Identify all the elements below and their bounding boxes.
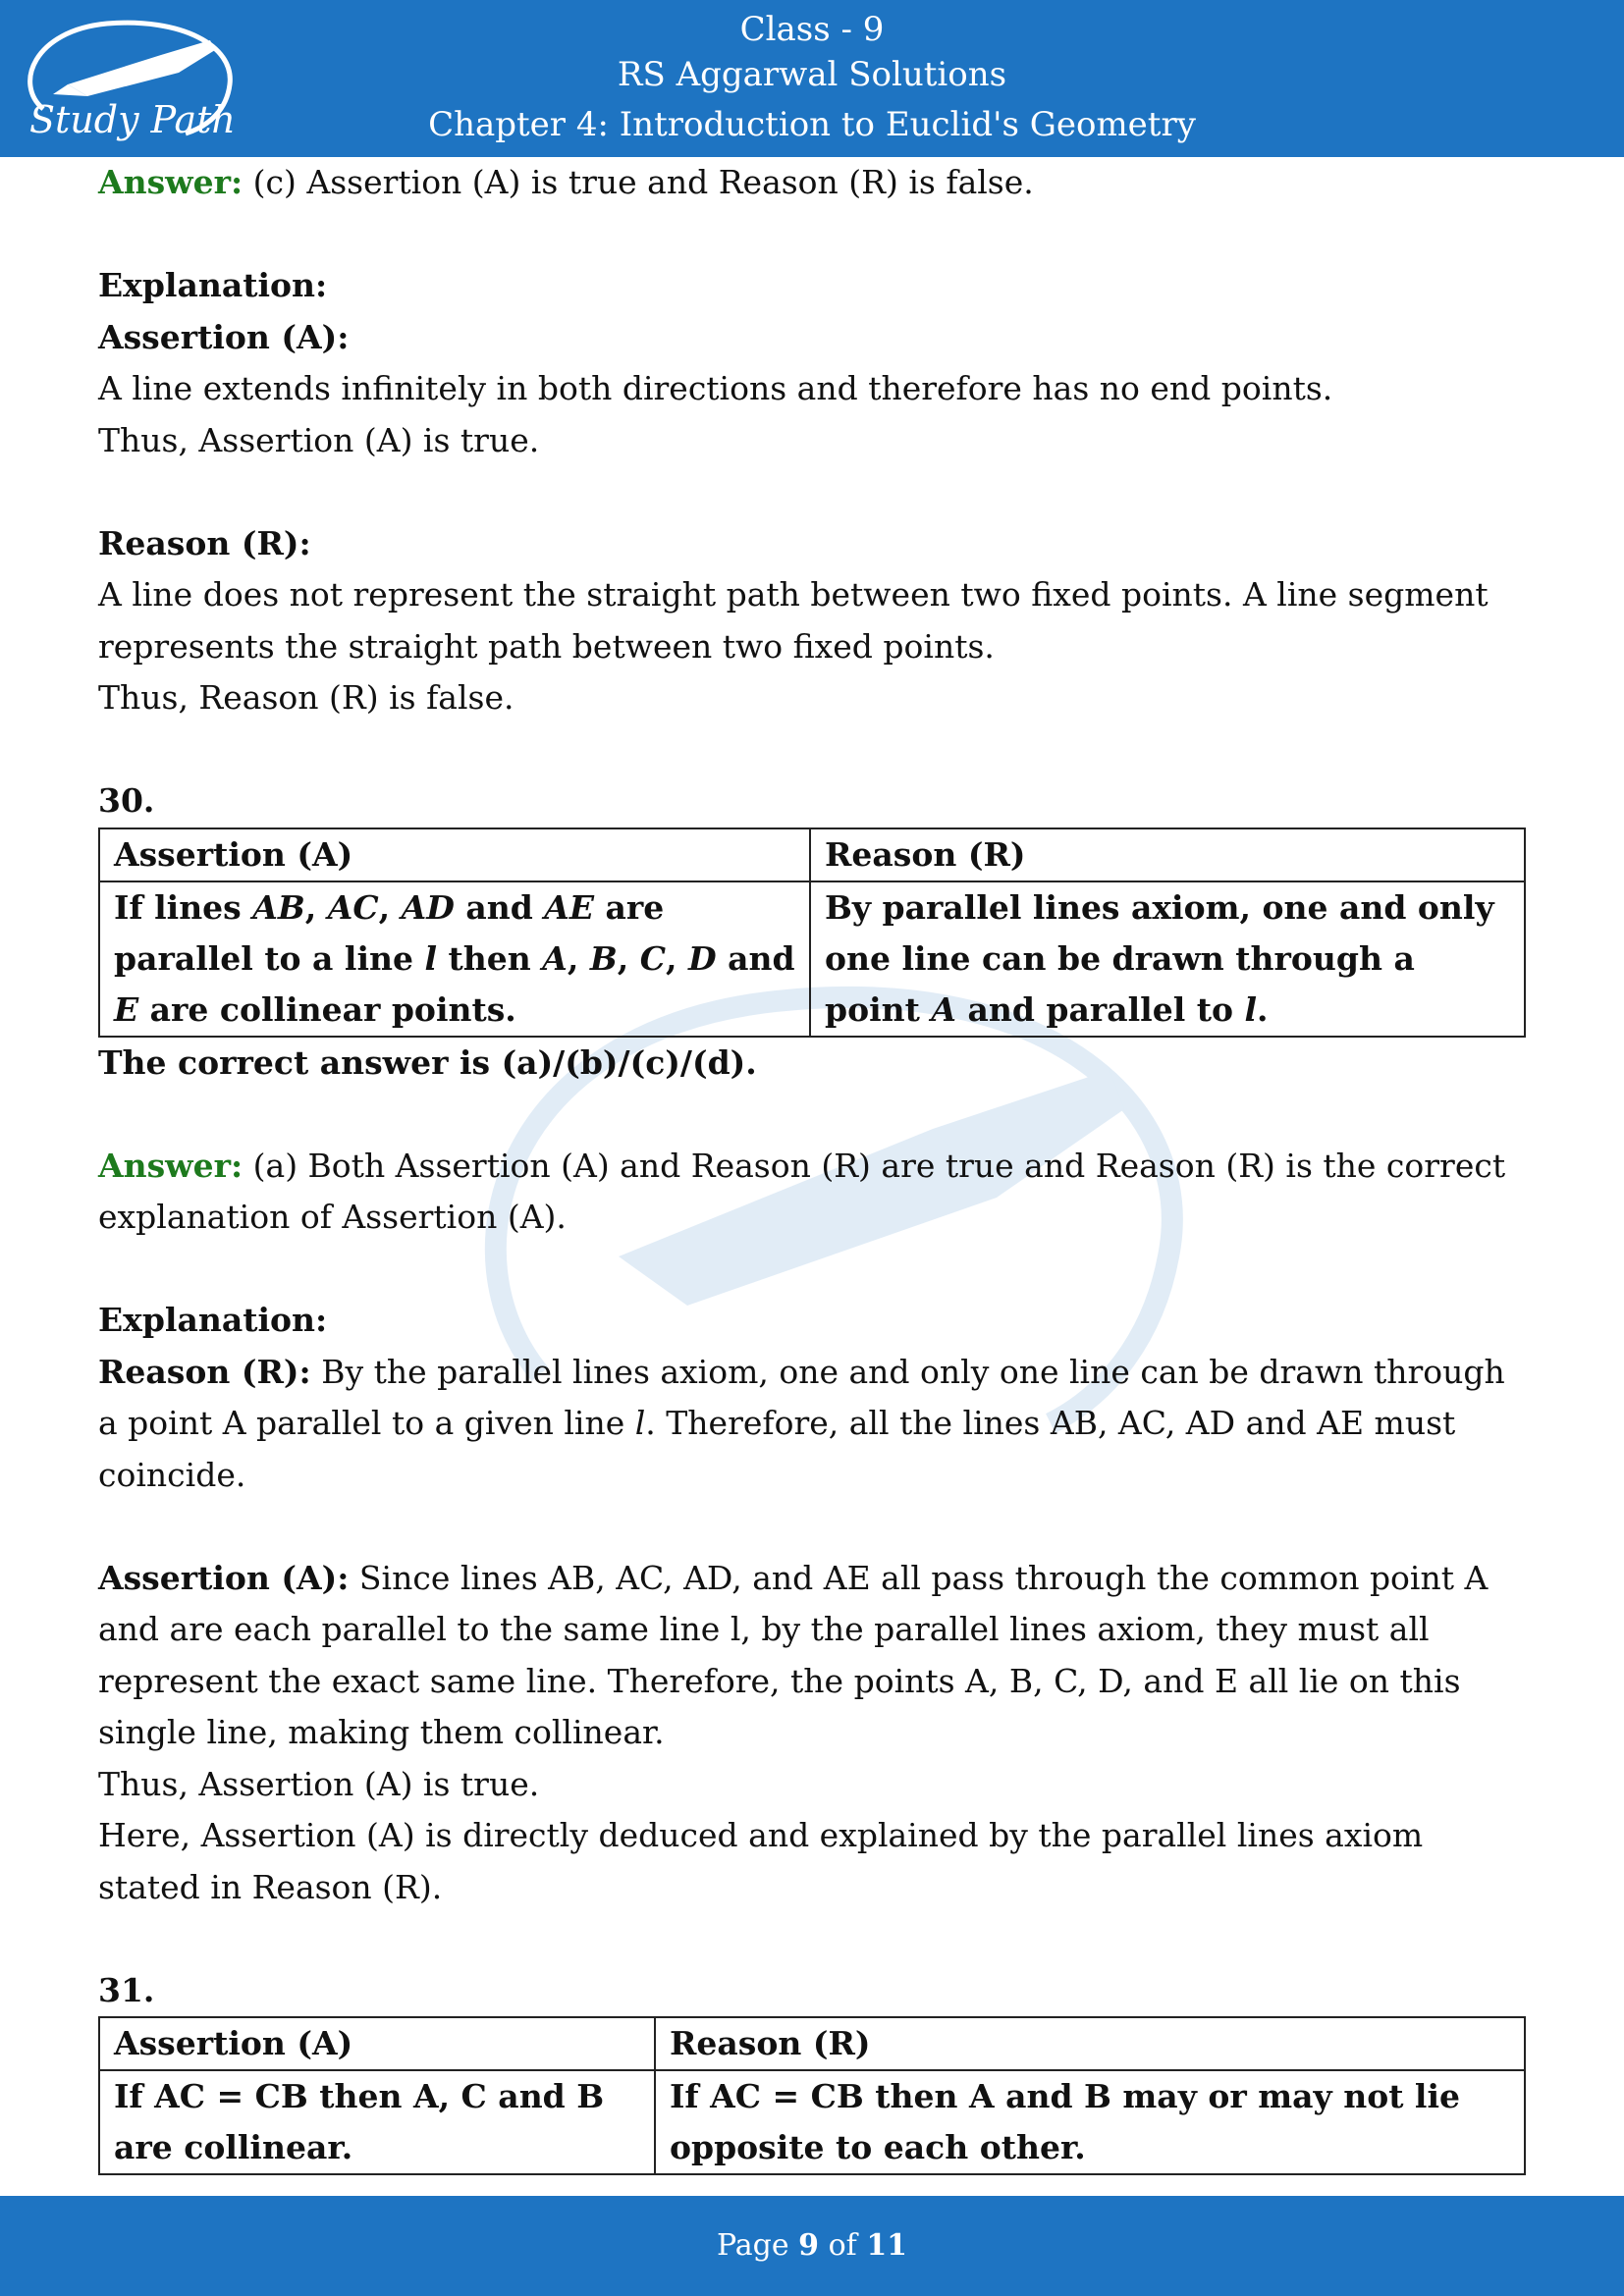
assertion-cell: If lines AB, AC, AD and AE are parallel to a line l then A, B, C, D and E are collinear points.: [99, 881, 810, 1037]
reason-line: A line does not represent the straight path between two fixed points. A line segment represents the straight path between two fixed points.: [98, 575, 1489, 666]
question-31-number: 31.: [98, 1970, 155, 2009]
assertion-heading: Assertion (A):: [98, 317, 350, 356]
page-total: 11: [866, 2228, 908, 2263]
assertion-explanation: Assertion (A): Since lines AB, AC, AD, and AE all pass through the common point A and are each parallel to the same line l, by the parallel lines axiom, they must all represent the exact same line. Therefore, the points A, B, C, D, and E all lie on this single line, making them collinear.: [98, 1558, 1489, 1751]
q30-answer: [98, 1141, 1532, 1244]
explanation-heading: Explanation:: [98, 266, 328, 304]
question-31-table: [98, 2016, 1526, 2175]
reason-explanation: Reason (R): By the parallel lines axiom, one and only one line can be drawn through a point A parallel to a given line l. Therefore, all the lines AB, AC, AD and AE must coincide.: [98, 1352, 1505, 1494]
page-content: [98, 157, 1532, 2175]
header-chapter: Chapter 4: Introduction to Euclid's Geometry: [428, 105, 1196, 144]
assertion-line: A line extends infinitely in both directions and therefore has no end points.: [98, 369, 1333, 407]
assertion-conclusion: Thus, Assertion (A) is true.: [98, 420, 540, 459]
answer-label: Answer:: [98, 1146, 244, 1185]
assertion-column-header: Assertion (A): [99, 828, 810, 881]
explanation-heading: Explanation:: [98, 1301, 328, 1339]
logo-text: Study Path: [29, 98, 236, 141]
of-word: of: [828, 2228, 857, 2263]
assertion-cell: If AC = CB then A, C and B are collinear.: [99, 2070, 655, 2174]
header-book: RS Aggarwal Solutions: [617, 55, 1007, 94]
answer-options-prompt: The correct answer is (a)/(b)/(c)/(d).: [98, 1042, 757, 1082]
answer-text: (a) Both Assertion (A) and Reason (R) are true and Reason (R) is the correct explanation of Assertion (A).: [98, 1146, 1506, 1236]
reason-column-header: Reason (R): [810, 828, 1525, 881]
question-30-number: 30.: [98, 781, 155, 820]
reason-conclusion: Thus, Reason (R) is false.: [98, 678, 514, 717]
reason-cell: If AC = CB then A and B may or may not lie opposite to each other.: [655, 2070, 1525, 2174]
header-class: Class - 9: [739, 10, 885, 49]
answer-text: (c) Assertion (A) is true and Reason (R) is false.: [243, 163, 1034, 201]
question-30-table: [98, 828, 1526, 1038]
page-header: [0, 0, 1624, 157]
reason-cell: By parallel lines axiom, one and only one line can be drawn through a point A and parallel to l.: [810, 881, 1525, 1037]
answer-label: Answer:: [98, 163, 244, 201]
page-word: Page: [716, 2228, 789, 2263]
q29-answer: [98, 157, 1532, 209]
assertion-conclusion: Thus, Assertion (A) is true.: [98, 1764, 540, 1803]
reason-column-header: Reason (R): [655, 2017, 1525, 2070]
assertion-column-header: Assertion (A): [99, 2017, 655, 2070]
page-current: 9: [798, 2228, 820, 2263]
final-conclusion: Here, Assertion (A) is directly deduced and explained by the parallel lines axiom stated in Reason (R).: [98, 1816, 1424, 1906]
page-footer: [0, 2196, 1624, 2296]
reason-heading: Reason (R):: [98, 523, 311, 562]
